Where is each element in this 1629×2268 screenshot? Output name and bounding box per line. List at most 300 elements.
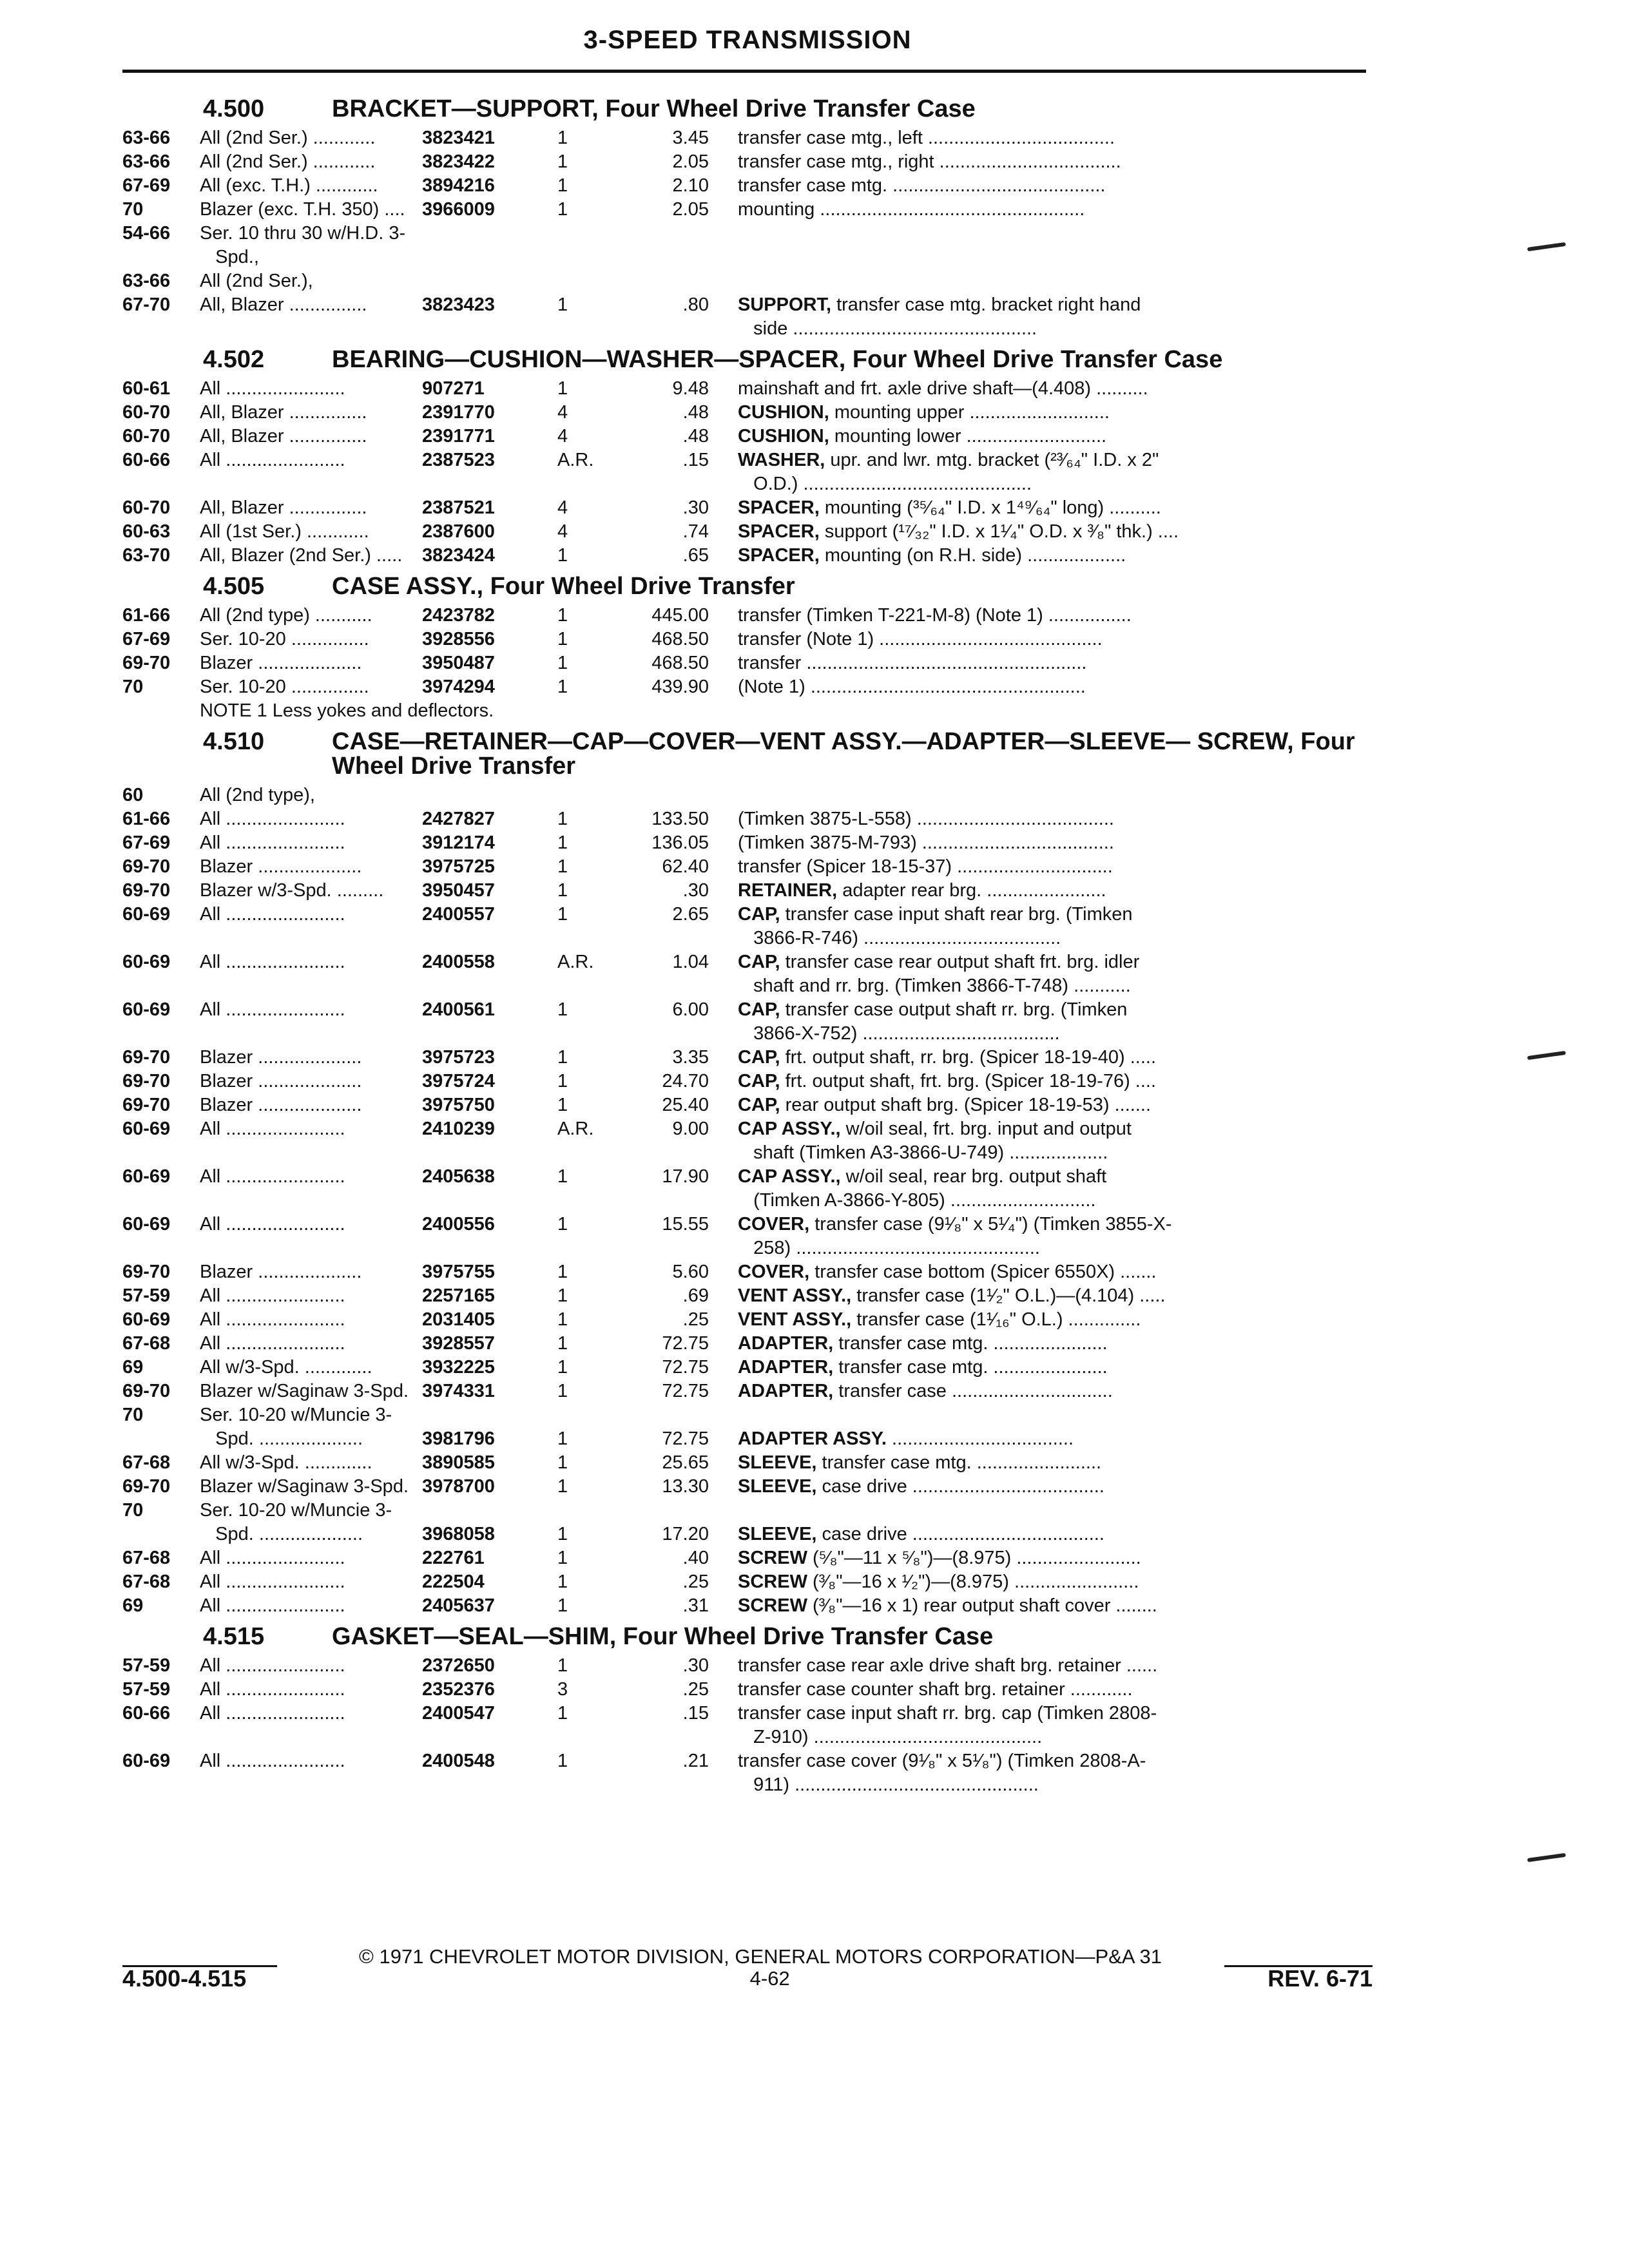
description-keyword: CUSHION, — [738, 402, 829, 423]
description-keyword: CUSHION, — [738, 426, 829, 447]
description-text: mounting upper ........................... — [829, 402, 1110, 423]
application: All ....................... — [200, 378, 345, 399]
quantity: 1 — [557, 175, 568, 196]
description-keyword: RETAINER, — [738, 880, 838, 901]
part-row — [122, 1570, 1373, 1594]
quantity: 1 — [557, 151, 568, 172]
part-row — [122, 126, 1373, 150]
application: All, Blazer ............... — [200, 402, 367, 423]
quantity: 1 — [557, 653, 568, 673]
price: .25 — [682, 1679, 709, 1700]
model-years: 67-68 — [122, 1548, 171, 1568]
price: 445.00 — [651, 605, 709, 626]
part-number: 222504 — [422, 1571, 485, 1592]
part-row — [122, 520, 1373, 544]
application: All ....................... — [200, 904, 345, 925]
description-text: (⁵⁄₈"—11 x ⁵⁄₈")—(8.975) ........................ — [807, 1548, 1141, 1568]
part-number — [416, 1403, 557, 1427]
description — [738, 317, 1373, 341]
part-row — [122, 1702, 1373, 1725]
price: 17.90 — [662, 1166, 709, 1187]
price: 2.65 — [672, 904, 709, 925]
description-text: w/oil seal, rear brg. output shaft — [840, 1166, 1107, 1187]
part-row — [122, 1213, 1373, 1236]
part-number: 2400556 — [422, 1214, 495, 1235]
part-row — [122, 927, 1373, 950]
application: Ser. 10-20 ............... — [200, 629, 369, 649]
part-number: 2405638 — [422, 1166, 495, 1187]
description — [738, 807, 1373, 831]
price: 1.04 — [672, 952, 709, 972]
model-years — [122, 927, 200, 950]
price: 3.35 — [672, 1047, 709, 1068]
application: All ....................... — [200, 1679, 345, 1700]
part-row — [122, 831, 1373, 855]
part-row — [122, 1427, 1373, 1451]
price: 62.40 — [662, 856, 709, 877]
price: .31 — [682, 1595, 709, 1616]
quantity: 1 — [557, 294, 568, 315]
quantity — [557, 1022, 602, 1046]
description-keyword: CAP, — [738, 1071, 780, 1091]
part-number — [416, 269, 557, 293]
part-row — [122, 150, 1373, 174]
part-number — [416, 245, 557, 269]
description-text: (Timken 3875-M-793) ..................................... — [738, 832, 1114, 853]
description-text: transfer case (1¹⁄₁₆" O.L.) .............. — [851, 1309, 1141, 1330]
price: .21 — [682, 1751, 709, 1771]
model-years: 69-70 — [122, 1476, 171, 1497]
part-row — [122, 1594, 1373, 1618]
price: .48 — [682, 426, 709, 447]
section-title: GASKET—SEAL—SHIM, Four Wheel Drive Transfer Case — [332, 1623, 994, 1650]
description — [738, 1654, 1373, 1678]
quantity — [557, 927, 602, 950]
quantity: 1 — [557, 1476, 568, 1497]
quantity: 1 — [557, 1071, 568, 1091]
description — [738, 1403, 1373, 1427]
quantity: 4 — [557, 521, 568, 542]
section-title: CASE—RETAINER—CAP—COVER—VENT ASSY.—ADAPTER—SLEEVE— SCREW, Four Wheel Drive Transfer — [332, 728, 1355, 780]
quantity: A.R. — [557, 450, 594, 470]
quantity: 1 — [557, 1047, 568, 1068]
price: 72.75 — [662, 1357, 709, 1378]
model-years: 70 — [122, 199, 144, 220]
description — [738, 1523, 1373, 1546]
description — [738, 448, 1373, 472]
price: 2.10 — [672, 175, 709, 196]
quantity — [557, 317, 602, 341]
application: Spd. .................... — [200, 1428, 363, 1449]
price: 24.70 — [662, 1071, 709, 1091]
footer-section-range: 4.500-4.515 — [122, 1965, 247, 1992]
description-text: transfer case ............................... — [833, 1381, 1113, 1401]
description — [738, 628, 1373, 651]
price: 2.05 — [672, 151, 709, 172]
part-row — [122, 245, 1373, 269]
part-row — [122, 174, 1373, 198]
description-keyword: CAP ASSY., — [738, 1119, 841, 1139]
description-text: transfer case mtg. ......................................... — [738, 175, 1106, 196]
section-number: 4.505 — [203, 573, 265, 600]
quantity: 1 — [557, 1703, 568, 1724]
quantity: 1 — [557, 832, 568, 853]
quantity: 1 — [557, 809, 568, 829]
part-number: 2400561 — [422, 999, 495, 1020]
application — [200, 974, 416, 998]
description — [738, 950, 1373, 974]
quantity: 1 — [557, 1095, 568, 1115]
part-row — [122, 628, 1373, 651]
application — [200, 317, 416, 341]
application: Blazer .................... — [200, 1071, 362, 1091]
description-text: mounting (on R.H. side) ................... — [819, 545, 1126, 566]
quantity — [557, 222, 602, 245]
application: All (2nd type) ........... — [200, 605, 372, 626]
application: All ....................... — [200, 1703, 345, 1724]
price: 25.40 — [662, 1095, 709, 1115]
description-text: (³⁄₈"—16 x ¹⁄₂")—(8.975) ........................ — [807, 1571, 1139, 1592]
description — [738, 1022, 1373, 1046]
part-row — [122, 1117, 1373, 1141]
part-row — [122, 222, 1373, 245]
description-keyword: ADAPTER, — [738, 1381, 834, 1401]
part-row — [122, 1308, 1373, 1332]
price — [602, 269, 738, 293]
part-number: 2427827 — [422, 809, 495, 829]
description-keyword: WASHER, — [738, 450, 825, 470]
description-text: shaft and rr. brg. (Timken 3866-T-748) ........... — [738, 975, 1131, 996]
catalog-section — [122, 347, 1373, 568]
model-years: 60-66 — [122, 1703, 171, 1724]
part-number — [416, 1022, 557, 1046]
quantity — [557, 269, 602, 293]
part-number: 3928557 — [422, 1333, 495, 1354]
part-number: 3978700 — [422, 1476, 495, 1497]
application: All ....................... — [200, 1595, 345, 1616]
model-years: 60-66 — [122, 450, 171, 470]
price: 136.05 — [651, 832, 709, 853]
description — [738, 1499, 1373, 1523]
quantity: 1 — [557, 1357, 568, 1378]
part-number — [416, 472, 557, 496]
description — [738, 927, 1373, 950]
footer-copyright: © 1971 CHEVROLET MOTOR DIVISION, GENERAL MOTORS CORPORATION—P&A 31 — [359, 1945, 1162, 1968]
model-years: 60-70 — [122, 426, 171, 447]
application: Spd., — [200, 247, 259, 267]
application: All ....................... — [200, 1333, 345, 1354]
part-number: 2372650 — [422, 1655, 495, 1676]
description-text: 3866-R-746) ...................................... — [738, 928, 1061, 948]
description-text: case drive ..................................... — [816, 1524, 1104, 1544]
application: Blazer .................... — [200, 856, 362, 877]
section-heading — [122, 1624, 1373, 1649]
description — [738, 126, 1373, 150]
part-number: 2352376 — [422, 1679, 495, 1700]
description-keyword: SPACER, — [738, 545, 820, 566]
model-years: 69-70 — [122, 1071, 171, 1091]
model-years: 69-70 — [122, 1047, 171, 1068]
quantity — [557, 245, 602, 269]
part-row — [122, 1475, 1373, 1499]
part-row — [122, 448, 1373, 472]
quantity: 1 — [557, 1655, 568, 1676]
price: 5.60 — [672, 1262, 709, 1282]
model-years: 69 — [122, 1595, 144, 1616]
price — [602, 927, 738, 950]
part-number — [416, 1189, 557, 1213]
description — [738, 544, 1373, 568]
model-years: 63-70 — [122, 545, 171, 566]
model-years: 60-69 — [122, 1214, 171, 1235]
part-number: 3975724 — [422, 1071, 495, 1091]
price: .80 — [682, 294, 709, 315]
part-number — [416, 1725, 557, 1749]
part-number — [416, 1141, 557, 1165]
description-text: transfer case rear axle drive shaft brg. retainer ...... — [738, 1655, 1158, 1676]
description — [738, 783, 1373, 807]
price: 25.65 — [662, 1452, 709, 1473]
description-keyword: CAP, — [738, 904, 780, 925]
part-row — [122, 1260, 1373, 1284]
description-text: transfer case mtg., left .................................... — [738, 128, 1115, 148]
description-text: transfer case cover (9¹⁄₈" x 5¹⁄₈") (Timken 2808-A- — [738, 1751, 1146, 1771]
part-row — [122, 317, 1373, 341]
part-row — [122, 1093, 1373, 1117]
description — [738, 245, 1373, 269]
part-row — [122, 1236, 1373, 1260]
description — [738, 150, 1373, 174]
description — [738, 855, 1373, 879]
price: .25 — [682, 1309, 709, 1330]
description — [738, 651, 1373, 675]
application — [200, 1141, 416, 1165]
description-text: Z-910) ............................................ — [738, 1727, 1043, 1747]
model-years: 61-66 — [122, 605, 171, 626]
description — [738, 198, 1373, 222]
price: .65 — [682, 545, 709, 566]
price: .30 — [682, 1655, 709, 1676]
model-years: 69-70 — [122, 856, 171, 877]
model-years: 67-68 — [122, 1571, 171, 1592]
application: Blazer .................... — [200, 653, 362, 673]
part-number — [416, 317, 557, 341]
part-row — [122, 903, 1373, 927]
application: All ....................... — [200, 1655, 345, 1676]
part-number: 2391771 — [422, 426, 495, 447]
application: All ....................... — [200, 1214, 345, 1235]
model-years: 61-66 — [122, 809, 171, 829]
price: .40 — [682, 1548, 709, 1568]
part-row — [122, 1165, 1373, 1189]
description — [738, 1475, 1373, 1499]
application: All ....................... — [200, 809, 345, 829]
quantity: 1 — [557, 677, 568, 697]
catalog-section — [122, 729, 1373, 1618]
description-text: mainshaft and frt. axle drive shaft—(4.408) .......... — [738, 378, 1148, 399]
part-row — [122, 198, 1373, 222]
description-text: 258) ............................................... — [738, 1238, 1040, 1258]
description-keyword: SUPPORT, — [738, 294, 832, 315]
description-keyword: SCREW — [738, 1595, 807, 1616]
section-heading — [122, 729, 1373, 778]
price — [602, 1022, 738, 1046]
part-row — [122, 1654, 1373, 1678]
price — [602, 1725, 738, 1749]
description-text: transfer case counter shaft brg. retainer ............ — [738, 1679, 1133, 1700]
price — [602, 1403, 738, 1427]
description — [738, 879, 1373, 903]
model-years: 67-70 — [122, 294, 171, 315]
model-years — [122, 1773, 200, 1797]
quantity — [557, 1403, 602, 1427]
scan-mark — [1527, 1853, 1566, 1862]
description — [738, 1725, 1373, 1749]
price: 9.48 — [672, 378, 709, 399]
description-text: transfer case mtg., right ................................... — [738, 151, 1121, 172]
description — [738, 1141, 1373, 1165]
application: All (2nd Ser.) ............ — [200, 128, 376, 148]
quantity: A.R. — [557, 1119, 594, 1139]
description-keyword: SLEEVE, — [738, 1452, 817, 1473]
part-row — [122, 807, 1373, 831]
description-text: frt. output shaft, rr. brg. (Spicer 18-19-40) ..... — [780, 1047, 1157, 1068]
model-years: 60-69 — [122, 999, 171, 1020]
footer-page-number: 4-62 — [749, 1967, 790, 1990]
part-number: 3823422 — [422, 151, 495, 172]
description — [738, 1749, 1373, 1773]
description — [738, 1570, 1373, 1594]
description-text: ................................... — [886, 1428, 1074, 1449]
catalog-section — [122, 1624, 1373, 1797]
price: 9.00 — [672, 1119, 709, 1139]
part-number — [416, 783, 557, 807]
part-row — [122, 604, 1373, 628]
description-text: (Note 1) ..................................................... — [738, 677, 1086, 697]
application: All (exc. T.H.) ............ — [200, 175, 378, 196]
model-years: 60-69 — [122, 904, 171, 925]
description-text: mounting ................................................... — [738, 199, 1085, 220]
part-row — [122, 950, 1373, 974]
part-row — [122, 855, 1373, 879]
description-text: (Timken A-3866-Y-805) ............................ — [738, 1190, 1096, 1211]
part-number: 3968058 — [422, 1524, 495, 1544]
price: 72.75 — [662, 1333, 709, 1354]
part-number: 2405637 — [422, 1595, 495, 1616]
title-rule — [122, 70, 1366, 73]
part-row — [122, 544, 1373, 568]
part-row — [122, 1284, 1373, 1308]
description-text: transfer case output shaft rr. brg. (Timken — [780, 999, 1128, 1020]
price: .25 — [682, 1571, 709, 1592]
part-number: 3975725 — [422, 856, 495, 877]
part-row — [122, 1070, 1373, 1093]
part-number — [416, 1499, 557, 1523]
description-text: side ............................................... — [738, 318, 1037, 339]
application: All (2nd type), — [200, 785, 315, 805]
model-years: 70 — [122, 1500, 144, 1521]
description-keyword: CAP, — [738, 1047, 780, 1068]
model-years — [122, 1427, 200, 1451]
description-text: upr. and lwr. mtg. bracket (²³⁄₆₄" I.D. x 2" — [825, 450, 1159, 470]
part-number: 3823424 — [422, 545, 495, 566]
description — [738, 831, 1373, 855]
quantity: 3 — [557, 1679, 568, 1700]
description-keyword: SLEEVE, — [738, 1524, 817, 1544]
part-number: 3894216 — [422, 175, 495, 196]
quantity — [557, 1773, 602, 1797]
part-number: 3974331 — [422, 1381, 495, 1401]
description-text: transfer case input shaft rr. brg. cap (Timken 2808- — [738, 1703, 1157, 1724]
part-number: 3890585 — [422, 1452, 495, 1473]
model-years — [122, 1141, 200, 1165]
description-keyword: CAP ASSY., — [738, 1166, 841, 1187]
catalog-section — [122, 574, 1373, 723]
model-years — [122, 245, 200, 269]
part-number: 2410239 — [422, 1119, 495, 1139]
model-years — [122, 1523, 200, 1546]
model-years: 57-59 — [122, 1679, 171, 1700]
description-text: transfer case mtg. ........................ — [816, 1452, 1102, 1473]
part-row — [122, 425, 1373, 448]
quantity: 1 — [557, 605, 568, 626]
description-text: O.D.) ............................................ — [738, 474, 1032, 494]
price — [602, 1773, 738, 1797]
description — [738, 1236, 1373, 1260]
description-text: transfer case input shaft rear brg. (Timken — [780, 904, 1133, 925]
application — [200, 1725, 416, 1749]
application: Blazer w/Saginaw 3-Spd. — [200, 1476, 409, 1497]
application: All (2nd Ser.) ............ — [200, 151, 376, 172]
quantity: A.R. — [557, 952, 594, 972]
application — [200, 1773, 416, 1797]
application: All ....................... — [200, 1548, 345, 1568]
part-row — [122, 401, 1373, 425]
description — [738, 472, 1373, 496]
description — [738, 1451, 1373, 1475]
model-years — [122, 1022, 200, 1046]
part-row — [122, 1499, 1373, 1523]
quantity: 1 — [557, 1333, 568, 1354]
description — [738, 1165, 1373, 1189]
part-number: 3928556 — [422, 629, 495, 649]
description-text: rear output shaft brg. (Spicer 18-19-53) ....... — [780, 1095, 1152, 1115]
model-years: 69-70 — [122, 653, 171, 673]
section-note: NOTE 1 Less yokes and deflectors. — [200, 700, 494, 721]
model-years: 63-66 — [122, 151, 171, 172]
description-text: transfer (Spicer 18-15-37) .............................. — [738, 856, 1113, 877]
part-number: 3981796 — [422, 1428, 495, 1449]
quantity: 1 — [557, 1452, 568, 1473]
description — [738, 1594, 1373, 1618]
section-number: 4.515 — [203, 1623, 265, 1650]
part-number — [416, 974, 557, 998]
part-row — [122, 1725, 1373, 1749]
description-keyword: ADAPTER, — [738, 1357, 834, 1378]
part-row — [122, 1141, 1373, 1165]
scan-mark — [1527, 242, 1566, 251]
part-number: 2387523 — [422, 450, 495, 470]
quantity — [557, 1725, 602, 1749]
description-text: shaft (Timken A3-3866-U-749) ................... — [738, 1142, 1108, 1163]
model-years: 67-68 — [122, 1333, 171, 1354]
model-years: 60-61 — [122, 378, 171, 399]
part-row — [122, 1678, 1373, 1702]
description — [738, 269, 1373, 293]
part-number: 2387521 — [422, 497, 495, 518]
description — [738, 1189, 1373, 1213]
part-number — [416, 1236, 557, 1260]
